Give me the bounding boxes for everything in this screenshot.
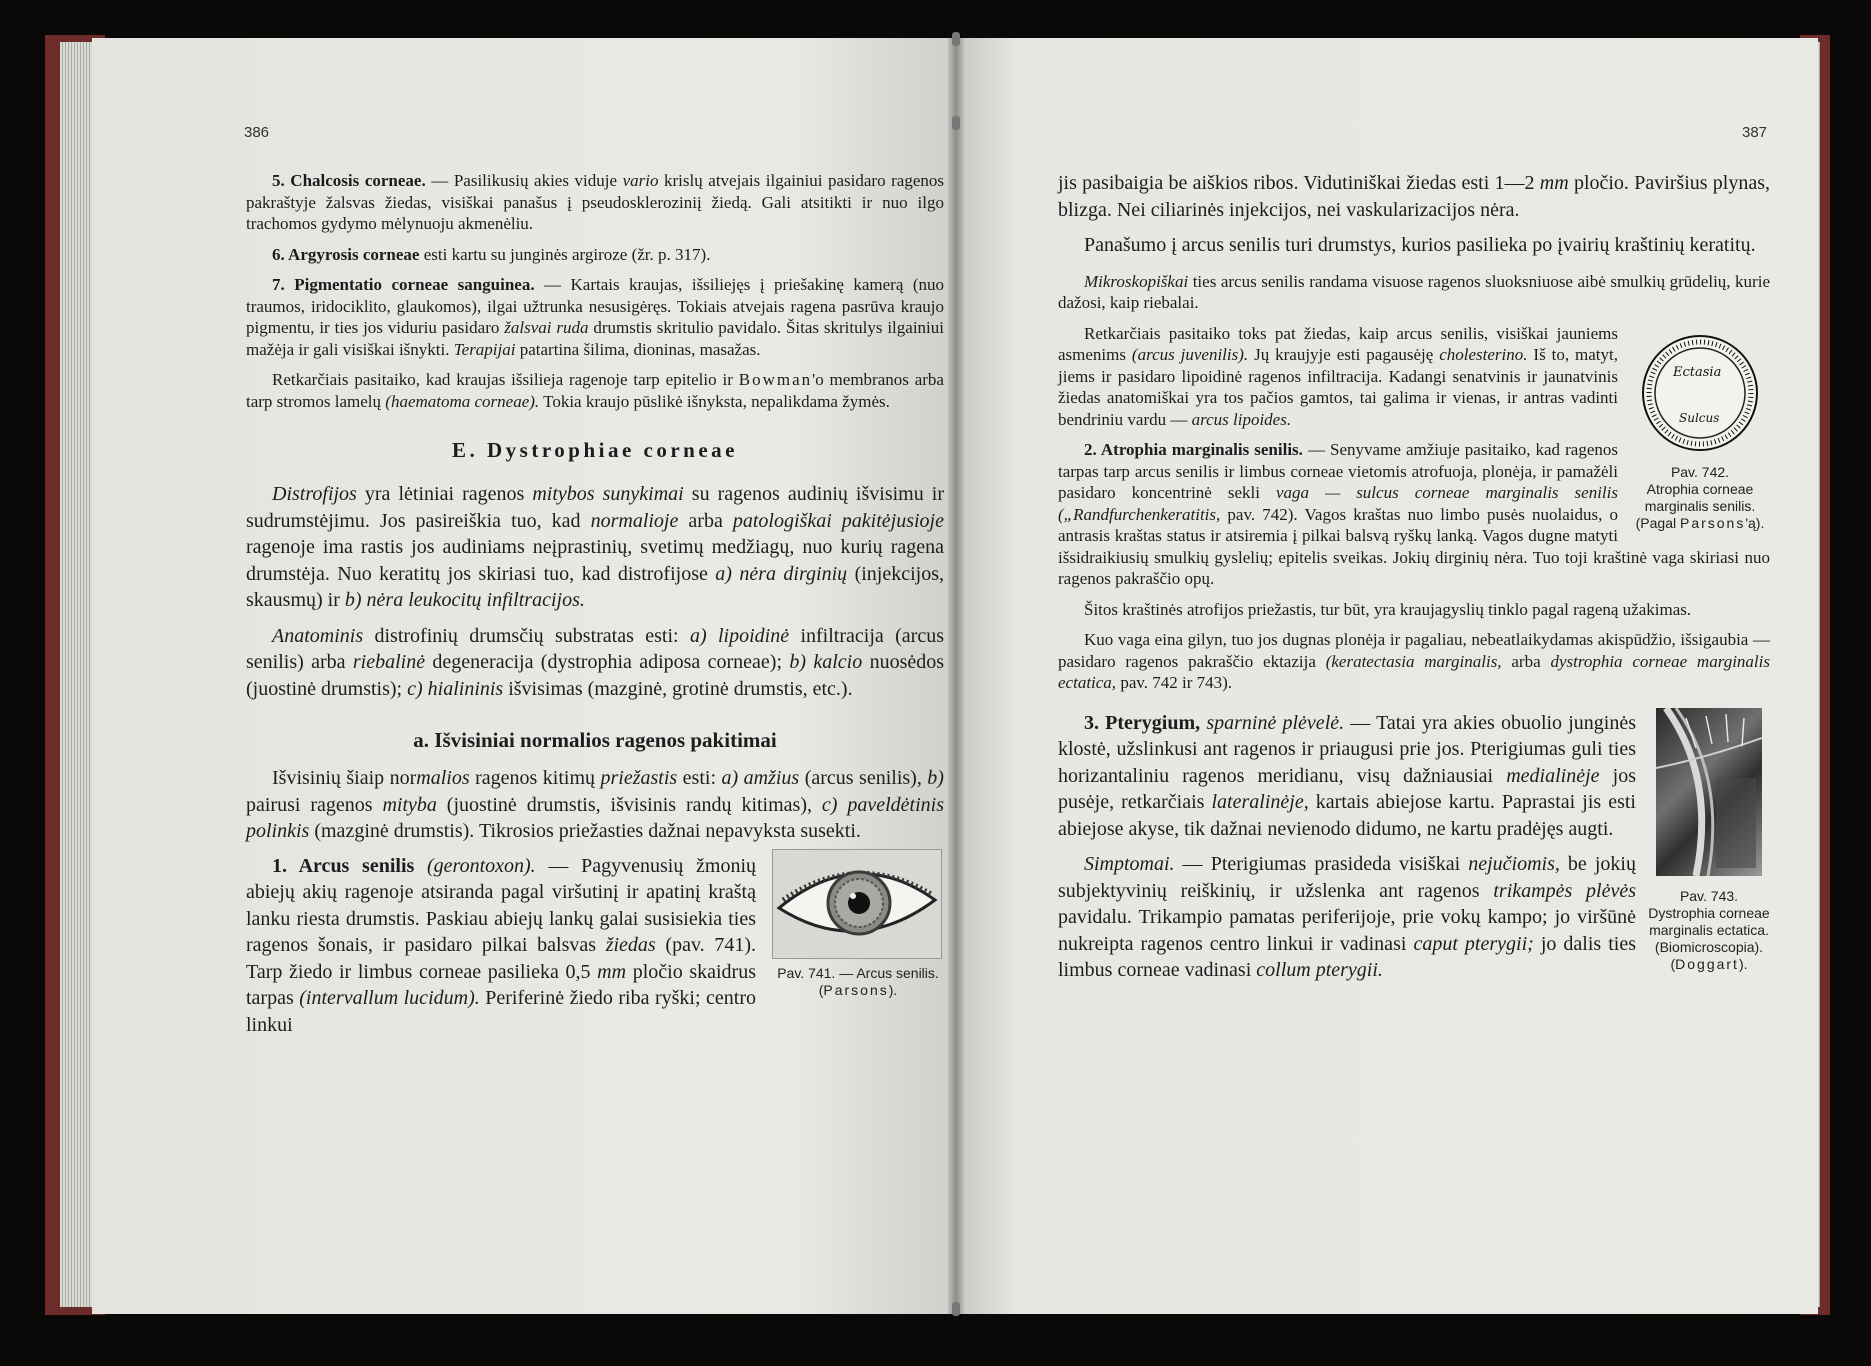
figure-743 bbox=[1648, 708, 1770, 973]
paragraph-priezastis-atrofijos: Šitos kraštinės atrofijos priežastis, tur būt, yra kraujagyslių tinklo pagal rageną užakimas. bbox=[1084, 599, 1692, 619]
paragraph-continuation: jis pasibaigia be aiškios ribos. Vidutiniškai žiedas esti 1—2 mm pločio. Paviršius plynas, blizga. Nei ciliarinės injekcijos, nei vaskularizacijos nėra. bbox=[1058, 172, 1771, 221]
biomicroscopy-photo bbox=[1656, 708, 1762, 876]
figure-742-caption: Pav. 742. Atrophia corneae marginalis senilis. (Pagal Parsons'ą). bbox=[1635, 463, 1765, 531]
right-column bbox=[1058, 170, 1770, 984]
paragraph-ektazija: Kuo vaga eina gilyn, tuo jos dugnas plonėja ir pagaliau, nebeatlaikydamas akispūdžio, išsigaubia — pasidaro ragenos pakraščio ektazija (keratectasia marginalis, arba dystrophia corneae marginalis ectatica, pav. 742 ir 743). bbox=[1058, 630, 1770, 692]
paragraph-priezastis: Išvisinių šiaip normalios ragenos kitimų priežastis esti: a) amžius (arcus senilis), b) pairusi ragenos mityba (juostinė drumstis, išvisinis randų kitimas), c) paveldėtinis polinkis (mazginė drumstis). Tikrosios priežasties dažnai nepavyksta susekti. bbox=[246, 767, 944, 842]
ring-diagram bbox=[1639, 332, 1761, 454]
photo-drawing bbox=[1656, 708, 1762, 876]
paragraph-arcus-senilis: 1. Arcus senilis (gerontoxon). — Pagyvenusių žmonių abiejų akių ragenoje atsiranda pagal viršutinį ir apatinį kraštą lanku riesta drumstis. Paskiau abiejų lankų galai susisiekia ties ragenos šonais, ir pasidaro pilkai balsvas žiedas (pav. 741). Tarp žiedo ir limbus corneae pasilieka 0,5 mm pločio skaidrus tarpas (intervallum lucidum). Periferinė žiedo riba ryški; centro linkui bbox=[246, 854, 757, 1036]
paragraph-mikroskopiskai: Mikroskopiškai ties arcus senilis randama visuose ragenos sluoksniuose aibė smulkių grūdelių, kurie dažosi, kaip riebalai. bbox=[1058, 271, 1770, 312]
paragraph-atrophia-marginalis: 2. Atrophia marginalis senilis. — Senyvame amžiuje pasitaiko, kad ragenos tarpas tarp arcus senilis ir limbus corneae vietomis atrofuoja, plonėja, ir pamažėli pasidaro koncentrinė sekli vaga — sulcus corneae marginalis senilis („Randfurchenkeratitis, pav. 742). Vagos kraštas nuo limbo pusės nuolaidus, o antrasis kraštas status ir atsiremia į pilkai balsvą ryškų lanką. Vagos dugne matyti išsidraikiusių smulkių gyslelių; epitelis sveikas. Jokių dirginių nėra. Tuo toji kraštinė vaga skiriasi nuo ragenos pakraščio opų. bbox=[1058, 440, 1770, 588]
heading-dystrophiae-corneae: E. Dystrophiae corneae bbox=[451, 438, 738, 462]
section-7-pigmentatio: 7. Pigmentatio corneae sanguinea. — Kartais kraujas, išsiliejęs į priešakinę kamerą (nuo traumos, iridociklito, glaukomos), ilgai užtrunka nesusigėręs. Tokiais atvejais ragena pasrūva kraujo pigmentu, ir ties jos viduriu pasidaro žalsvai ruda drumstis skritulio pavidalo. Šitas skritulys ilgainiui mažėja ir gali visiškai išnykti. Terapijai patartina šilima, dioninas, masažas. bbox=[246, 275, 944, 359]
section-7-haematoma: Retkarčiais pasitaiko, kad kraujas išsilieja ragenoje tarp epitelio ir Bowman'o membranos arba tarp stromos lamelų (haematoma corneae). Tokia kraujo pūslikė išnyksta, nepalikdama žymės. bbox=[246, 370, 944, 411]
figure-741 bbox=[772, 849, 944, 999]
paragraph-panasumo: Panašumo į arcus senilis turi drumstys, kurios pasilieka po įvairių kraštinių keratitų. bbox=[1084, 234, 1756, 256]
eye-drawing bbox=[773, 850, 941, 958]
page-edges-left bbox=[60, 42, 96, 1307]
corneal-ring-drawing bbox=[1639, 332, 1761, 454]
paragraph-arcus-juvenilis: Retkarčiais pasitaiko toks pat žiedas, kaip arcus senilis, visiškai jauniems asmenims (arcus juvenilis). Jų kraujyje esti pagausėję cholesterino. Iš to, matyt, jiems ir pasidaro lipoidinė ragenos infiltracija. Kadangi senatvinis ir jaunatvinis žiedas anatomiškai yra tos pačios gamtos, tai galima ir vienas, ir antras vadinti bendriniu vardu — arcus lipoides. bbox=[1058, 323, 1618, 429]
paragraph-anatominis: Anatominis distrofinių drumsčių substratas esti: a) lipoidinė infiltracija (arcus senilis) arba riebalinė degeneracija (dystrophia adiposa corneae); b) kalcio nuosėdos (juostinė drumstis); c) hialininis išvisimas (mazginė, grotinė drumstis, etc.). bbox=[246, 624, 945, 700]
page-number-left: 386 bbox=[244, 124, 270, 141]
page-number-right: 387 bbox=[1742, 124, 1768, 141]
left-page bbox=[92, 38, 956, 1314]
figure-741-caption: Pav. 741. — Arcus senilis. (Parsons). bbox=[777, 964, 939, 998]
right-page bbox=[956, 38, 1818, 1314]
paragraph-simptomai: Simptomai. — Pterigiumas prasideda visiškai nejučiomis, be jokių subjektyvinių reiškinių, ir užslenka ant ragenos trikampės plėvės pavidalu. Trikampio pamatas periferijoje, prie vokų kampo; jo viršūnė nukreipta ragenos centro linkui ir vadinasi caput pterygii; jo dalis ties limbus corneae vadinasi collum pterygii. bbox=[1058, 853, 1637, 981]
heading-isvisiniai-pakitimai: a. Išvisiniai normalios ragenos pakitimai bbox=[413, 728, 777, 752]
paragraph-pterygium: 3. Pterygium, sparninė plėvelė. — Tatai yra akies obuolio junginės klostė, užslinkusi ant ragenos ir priaugusi prie jos. Pterigiumas guli ties horizantaliniu ragenos meridianu, visų dažniausiai medialinėje jos pusėje, retkarčiais lateralinėje, kartais abiejose kartu. Paprastai jis esti abiejose akyse, tik dažnai nevienodo didumo, ne kartu pradėjęs augti. bbox=[1058, 711, 1637, 840]
binding-stitch bbox=[952, 32, 960, 46]
section-5-chalcosis: 5. Chalcosis corneae. — Pasilikusių akies viduje vario krislų atvejais ilgainiui pasidaro ragenos pakraštyje žalsvas žiedas, visiškai panašus į pseudoskleroziniį žiedą. Gali atsitikti ir nuo ilgo trachomos gydymo mėlynuoju akmenėliu. bbox=[246, 171, 945, 233]
figure-743-caption: Pav. 743. Dystrophia corneae marginalis ectatica. (Biomicroscopia). (Doggart). bbox=[1648, 887, 1770, 972]
figure-742 bbox=[1630, 332, 1770, 532]
paragraph-distrofijos: Distrofijos yra lėtiniai ragenos mitybos sunykimai su ragenos audinių išvisimu ir sudrumstėjimu. Jos pasireiškia tuo, kad normalioje arba patologiškai pakitėjusioje ragenoje ima rastis jos audiniams neįprastinių, svetimų medžiagų, nuo kurių ragena drumstėja. Nuo keratitų jos skiriasi tuo, kad distrofijose a) nėra dirginių (injekcijos, skausmų) ir b) nėra leukocitų infiltracijos. bbox=[246, 483, 945, 611]
book-gutter bbox=[948, 38, 964, 1314]
eye-illustration bbox=[772, 849, 942, 959]
left-column bbox=[246, 170, 944, 1038]
label-sulcus: Sulcus bbox=[1679, 410, 1720, 425]
binding-stitch bbox=[952, 116, 960, 130]
section-6-argyrosis: 6. Argyrosis corneae esti kartu su junginės argiroze (žr. p. 317). bbox=[272, 244, 711, 264]
label-ectasia: Ectasia bbox=[1673, 364, 1722, 380]
binding-stitch bbox=[952, 1302, 960, 1316]
